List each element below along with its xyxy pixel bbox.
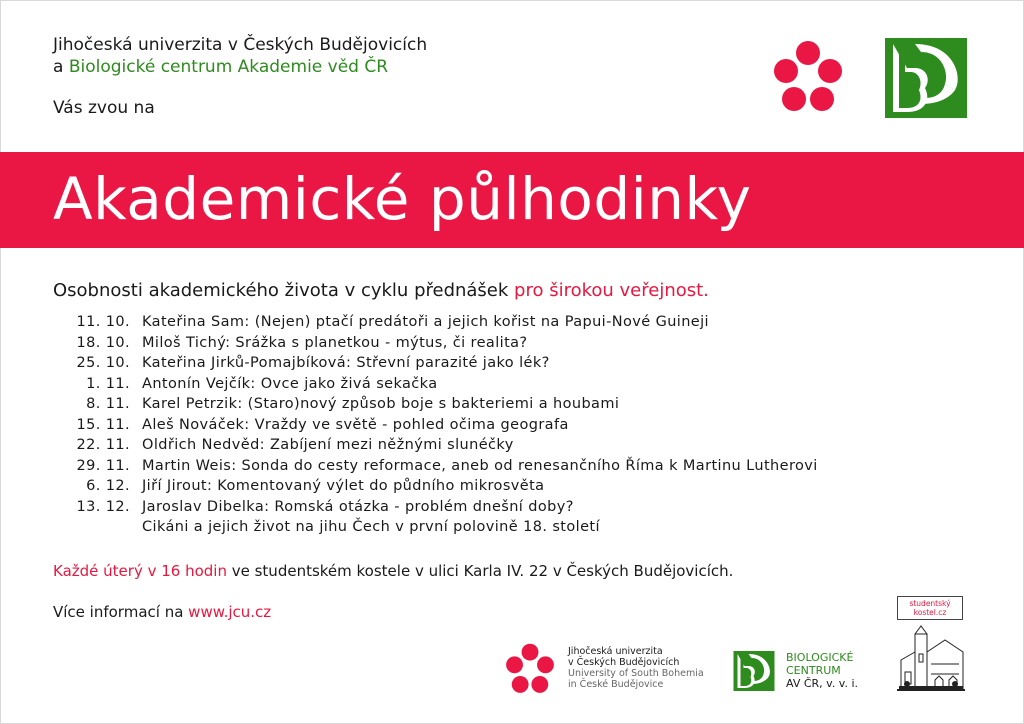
church-drawing-icon (897, 624, 965, 692)
series-subtitle (53, 279, 709, 303)
schedule-rest: ve studentském kostele v ulici Karla IV. 22 v Českých Budějovicích. (226, 562, 734, 580)
info-link[interactable]: www.jcu.cz (188, 603, 272, 621)
lecture-title: Jaroslav Dibelka: Romská otázka - problém dnešní doby? (142, 498, 574, 515)
subtitle-text: Osobnosti akademického života v cyklu přednášek (53, 280, 515, 301)
list-item (53, 415, 818, 436)
list-item (53, 312, 818, 333)
lecture-date: 22. 11. (76, 437, 130, 453)
lecture-title: Aleš Nováček: Vraždy ve světě - pohled očima geografa (142, 416, 569, 433)
bc-footer-text (786, 651, 858, 690)
lecture-date: 1. 11. (86, 375, 130, 392)
lecture-date: 8. 11. (86, 396, 130, 412)
organizer-line-2 (53, 56, 388, 78)
lecture-title: Miloš Tichý: Srážka s planetkou - mýtus, či realita? (142, 334, 528, 351)
list-item (53, 497, 818, 518)
kostel-label-1: studentský (909, 599, 951, 608)
page-title: Akademické půlhodinky (53, 165, 752, 233)
list-item (53, 435, 818, 456)
organizer-prefix: a (53, 57, 69, 77)
lecture-date: 25. 10. (76, 355, 130, 371)
lecture-date: 13. 12. (76, 498, 130, 515)
biology-centre-logo-small (733, 651, 775, 691)
lecture-title: Jiří Jirout: Komentovaný výlet do půdního mikrosvěta (142, 478, 545, 494)
organizer-bc: Biologické centrum Akademie věd ČR (68, 57, 389, 77)
bc-name-3: AV ČR, v. v. i. (786, 677, 859, 690)
jcu-name-cz-2: v Českých Budějovicích (568, 657, 680, 668)
bc-name-2: CENTRUM (786, 664, 841, 677)
lecture-date (53, 517, 130, 538)
lecture-date: 18. 10. (76, 334, 130, 351)
info-prefix: Více informací na (53, 603, 189, 621)
lecture-title: Oldřich Nedvěd: Zabíjení mezi něžnými slunéčky (142, 437, 514, 453)
list-item (53, 476, 818, 497)
kostel-label (897, 596, 963, 620)
lecture-title: Cikáni a jejich život na jihu Čech v první polovině 18. století (142, 519, 600, 535)
lecture-title: Antonín Vejčík: Ovce jako živá sekačka (142, 375, 438, 392)
more-info (53, 602, 271, 622)
subtitle-highlight: pro širokou veřejnost. (514, 280, 709, 301)
list-item (53, 394, 818, 415)
lecture-list (53, 312, 818, 538)
jcu-footer-text (568, 646, 704, 690)
jcu-flower-logo (773, 40, 843, 114)
lecture-date: 15. 11. (76, 416, 130, 433)
list-item (53, 374, 818, 395)
student-church-logo (897, 596, 965, 692)
lecture-date: 11. 10. (76, 314, 130, 330)
jcu-flower-logo-small (505, 643, 555, 695)
jcu-name-cz-1: Jihočeská univerzita (568, 646, 663, 657)
lecture-title: Kateřina Jirků-Pomajbíková: Střevní parazité jako lék? (142, 355, 550, 371)
jcu-name-en-2: in České Budějovice (568, 679, 664, 690)
kostel-label-2: kostel.cz (913, 608, 947, 617)
list-item (53, 517, 818, 538)
lecture-title: Martin Weis: Sonda do cesty reformace, aneb od renesančního Říma k Martinu Lutherovi (142, 457, 818, 474)
organizer-line-1: Jihočeská univerzita v Českých Budějovicích (53, 35, 428, 55)
title-banner (0, 152, 1024, 248)
bc-name-1: BIOLOGICKÉ (786, 651, 854, 664)
lecture-date: 29. 11. (76, 457, 130, 474)
list-item (53, 456, 818, 477)
list-item (53, 333, 818, 354)
invite-text: Vás zvou na (53, 98, 155, 118)
schedule-highlight: Každé úterý v 16 hodin (53, 562, 227, 580)
jcu-name-en-1: University of South Bohemia (568, 668, 704, 679)
list-item (53, 353, 818, 374)
schedule-text (53, 561, 733, 581)
lecture-title: Karel Petrzik: (Staro)nový způsob boje s bakteriemi a houbami (142, 396, 620, 412)
lecture-date: 6. 12. (86, 478, 130, 494)
lecture-title: Kateřina Sam: (Nejen) ptačí predátoři a jejich kořist na Papui-Nové Guineji (142, 314, 709, 330)
biology-centre-logo (885, 38, 967, 118)
